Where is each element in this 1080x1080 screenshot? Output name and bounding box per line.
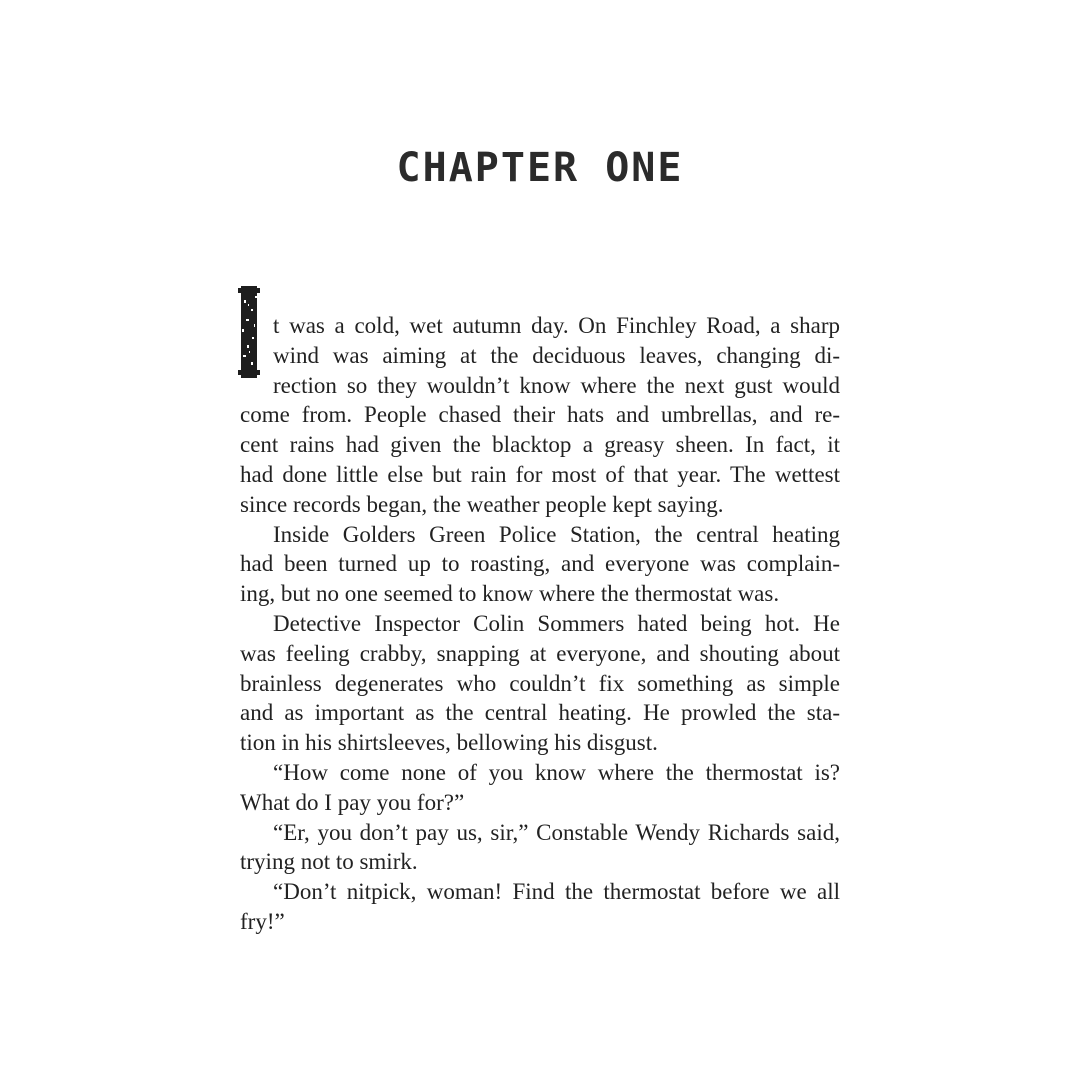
text-line: brainless degenerates who couldn’t fix something as simple xyxy=(240,670,840,696)
text-line: Detective Inspector Colin Sommers hated being hot. He xyxy=(273,610,840,636)
text-line: “Don’t nitpick, woman! Find the thermostat before we all xyxy=(273,879,840,905)
text-line: tion in his shirtsleeves, bellowing his disgust. xyxy=(240,730,658,756)
text-line: ing, but no one seemed to know where the thermostat was. xyxy=(240,581,780,607)
text-line: What do I pay you for?” xyxy=(240,789,465,815)
text-line: trying not to smirk. xyxy=(240,849,418,875)
text-line: wind was aiming at the deciduous leaves, changing di- xyxy=(273,342,840,368)
text-line: rection so they wouldn’t know where the next gust would xyxy=(273,372,840,398)
text-line: cent rains had given the blacktop a greasy sheen. In fact, it xyxy=(240,432,840,458)
text-line: had been turned up to roasting, and everyone was complain- xyxy=(240,551,840,577)
text-line: and as important as the central heating. He prowled the sta- xyxy=(240,700,840,726)
text-line: t was a cold, wet autumn day. On Finchley Road, a sharp xyxy=(273,313,840,338)
text-line: come from. People chased their hats and umbrellas, and re- xyxy=(240,402,840,428)
text-line: fry!” xyxy=(240,908,285,934)
text-line: “Er, you don’t pay us, sir,” Constable Wendy Richards said, xyxy=(273,819,840,845)
text-line: “How come none of you know where the thermostat is? xyxy=(273,759,840,785)
chapter-title: CHAPTER ONE xyxy=(396,145,684,191)
text-line: was feeling crabby, snapping at everyone, and shouting about xyxy=(240,640,840,666)
text-line: Inside Golders Green Police Station, the central heating xyxy=(273,521,840,547)
text-line: since records began, the weather people kept saying. xyxy=(240,491,724,517)
body-text xyxy=(240,311,840,937)
text-line: had done little else but rain for most of that year. The wettest xyxy=(240,461,840,487)
